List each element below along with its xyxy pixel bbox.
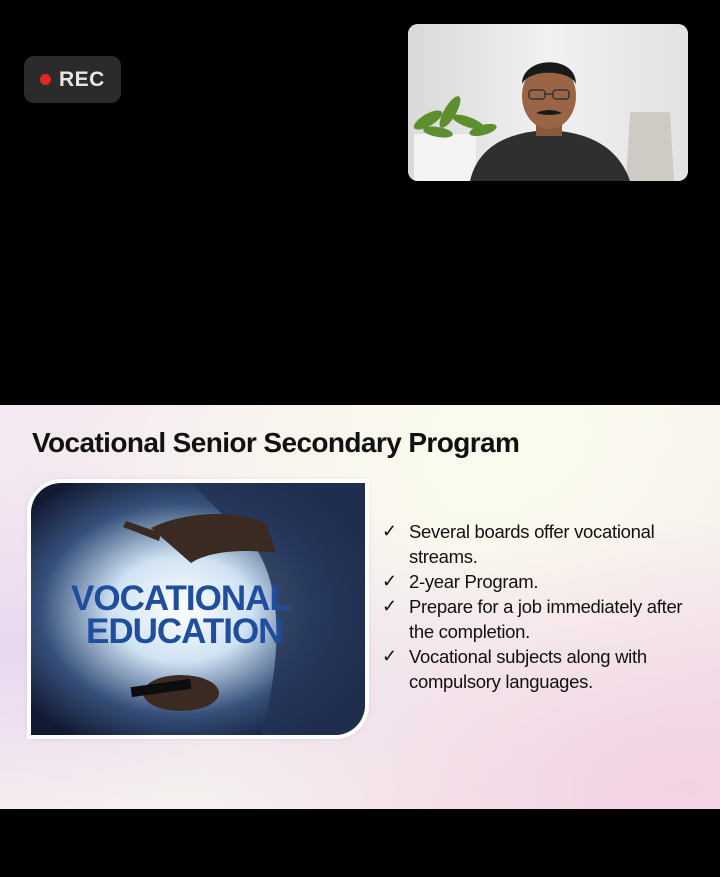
checkmark-icon: ✓: [382, 596, 397, 616]
recording-badge: [24, 56, 121, 103]
checkmark-icon: ✓: [382, 521, 397, 541]
bullet-item: [382, 594, 702, 644]
record-dot-icon: [40, 74, 51, 85]
bullet-item: [382, 644, 702, 694]
slide-bullet-list: [382, 519, 702, 694]
bullet-item: [382, 519, 702, 569]
participant-video-feed: [408, 24, 688, 181]
checkmark-icon: ✓: [382, 571, 397, 591]
checkmark-icon: ✓: [382, 646, 397, 666]
slide-title: Vocational Senior Secondary Program: [32, 427, 520, 458]
bullet-text: Vocational subjects along with compulsory languages.: [409, 646, 647, 692]
bullet-item: [382, 569, 702, 594]
recording-label: REC: [59, 67, 105, 91]
bullet-text: 2-year Program.: [409, 571, 539, 592]
vocational-education-image: [31, 483, 365, 735]
bullet-text: Prepare for a job immediately after the completion.: [409, 596, 683, 642]
bullet-text: Several boards offer vocational streams.: [409, 521, 655, 567]
image-text-line-1: VOCATIONAL: [71, 579, 290, 618]
presentation-slide: [0, 405, 720, 809]
participant-video-tile[interactable]: [408, 24, 688, 181]
image-text-line-2: EDUCATION: [86, 612, 283, 651]
